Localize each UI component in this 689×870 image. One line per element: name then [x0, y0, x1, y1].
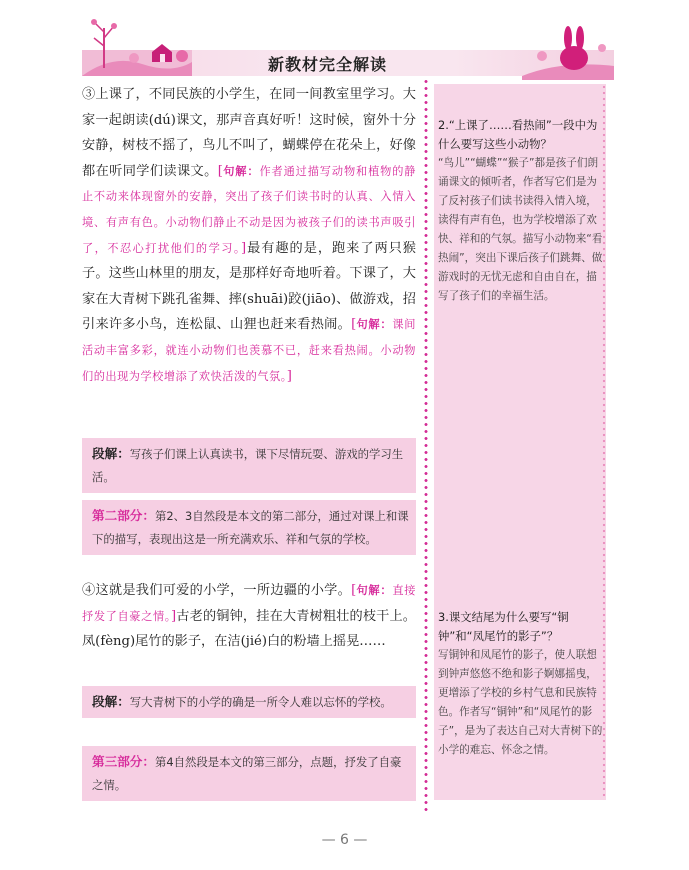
paragraph-summary-box-1	[82, 438, 416, 493]
note-close-bracket: ]	[171, 608, 177, 624]
question-title: 3.课文结尾为什么要写“铜钟”和“凤尾竹的影子”？	[438, 610, 569, 643]
box-text: 第4自然段是本文的第三部分，点题，抒发了自豪之情。	[92, 755, 402, 792]
box-text: 写孩子们课上认真读书，课下尽情玩耍、游戏的学习生活。	[92, 447, 404, 484]
box-text: 第2、3自然段是本文的第二部分，通过对课上和课下的描写，表现出这是一所充满欢乐、祥和气氛的学校。	[92, 509, 409, 546]
note-close-bracket: ]	[240, 240, 247, 256]
note-tag: 句解：	[356, 584, 393, 597]
page-header	[82, 18, 614, 80]
paragraph-3	[82, 82, 416, 389]
note-close-bracket: ]	[286, 368, 292, 384]
main-column	[82, 82, 416, 802]
note-text: 作者通过描写动物和植物的静止不动来体现窗外的安静，突出了孩子们读书时的认真、入情入境、有声有色。小动物们静止不动是因为被孩子们的读书声吸引了，不忍心打扰他们的学习。	[82, 164, 416, 255]
para4-text-2: 古老的铜钟，挂在大青树粗壮的枝干上。凤(fèng)尾竹的影子，在洁(jié)白的粉墙上摇晃……	[82, 608, 416, 650]
question-2	[438, 116, 604, 306]
note-tag: 句解：	[356, 318, 393, 332]
heart-divider	[424, 78, 428, 813]
box-text: 写大青树下的小学的确是一所令人难以忘怀的学校。	[129, 695, 392, 709]
question-3	[438, 608, 604, 760]
question-answer: “鸟儿”“蝴蝶”“猴子”都是孩子们朗诵课文的倾听者，作者写它们是为了反衬孩子们读书读得入情入境，读得有声有色，也为学校增添了欢快、祥和的气氛。描写小动物来“看热闹”，突出下课后孩子们跳舞、做游戏时的无忧无虑和自由自在，描写了孩子们的幸福生活。	[438, 157, 603, 302]
paragraph-4	[82, 578, 416, 655]
paragraph-summary-box-2	[82, 686, 416, 718]
page-number: — 6 —	[321, 832, 368, 848]
question-answer: 写铜钟和凤尾竹的影子，使人联想到钟声悠悠不绝和影子婀娜摇曳，更增添了学校的乡村气息和民族特色。作者写“铜钟”和“凤尾竹的影子”，是为了表达自己对大青树下的小学的难忘、怀念之情。	[438, 649, 603, 756]
part-two-box	[82, 500, 416, 555]
part-three-box	[82, 746, 416, 801]
bunny-illustration	[522, 26, 614, 80]
note-text: 直接抒发了自豪之情。	[82, 584, 416, 623]
question-title: 2.“上课了……看热闹”一段中为什么要写这些小动物？	[438, 118, 598, 151]
para4-text-1: ④这就是我们可爱的小学，一所边疆的小学。	[82, 583, 352, 598]
house-tree-illustration	[82, 18, 192, 80]
note-open-bracket: [	[217, 163, 223, 179]
para3-text-1: ③上课了，不同民族的小学生，在同一间教室里学习。大家一起朗读(dú)课文，那声音真好听！这时候，窗外十分安静，树枝不摇了，鸟儿不叫了，蝴蝶停在花朵上，好像都在听同学们读课文。	[82, 87, 416, 179]
header-title: 新教材完全解读	[268, 55, 388, 74]
note-open-bracket: [	[351, 317, 357, 333]
note-text: 课间活动丰富多彩，就连小动物们也羡慕不已，赶来看热闹。小动物们的出现为学校增添了欢快活泼的气氛。	[82, 318, 416, 383]
note-open-bracket: [	[351, 583, 357, 598]
note-tag: 句解：	[222, 164, 260, 178]
box-label: 第三部分：	[92, 754, 155, 769]
para3-text-2: 最有趣的是，跑来了两只猴子。这些山林里的朋友，是那样好奇地听着。下课了，大家在大青树下跳孔雀舞、摔(shuāi)跤(jiāo)、做游戏，招引来许多小鸟，连松鼠、山狸也赶来看热闹。	[82, 240, 416, 333]
box-label: 第二部分：	[92, 508, 155, 523]
box-label: 段解：	[92, 694, 130, 709]
box-label: 段解：	[92, 446, 130, 461]
